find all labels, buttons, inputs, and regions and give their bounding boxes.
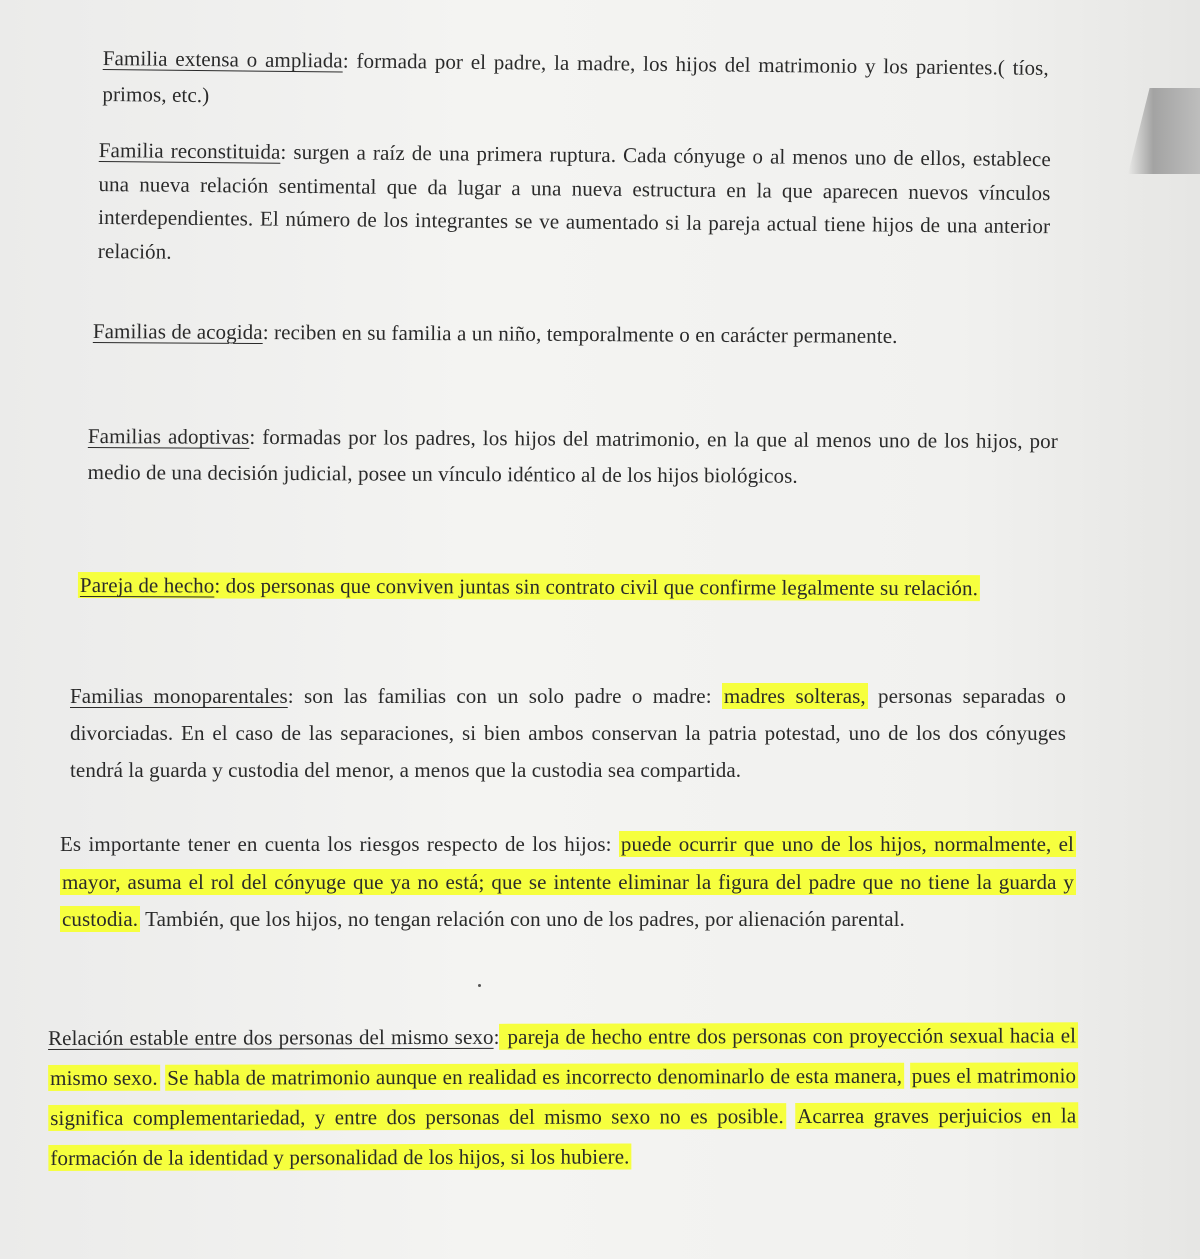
definition-familias-acogida: : reciben en su familia a un niño, temporalmente o en carácter permanente. (262, 320, 898, 348)
definition-familia-extensa: : formada por el padre, la madre, los hijos del matrimonio y los parientes.( tíos, primos, etc.) (102, 48, 1049, 108)
paragraph-familias-monoparentales (70, 678, 1066, 789)
term-mismo-sexo: Relación estable entre dos personas del mismo sexo (48, 1024, 494, 1050)
term-pareja-de-hecho: Pareja de hecho (79, 573, 215, 598)
riesgos-outro: También, que los hijos, no tengan relación con uno de los padres, por alienación parental. (140, 907, 905, 931)
highlight-madres-solteras: madres solteras, (723, 684, 866, 708)
highlight-pareja-de-hecho (78, 572, 980, 601)
speck (478, 984, 481, 987)
paragraph-mismo-sexo (48, 1015, 1078, 1178)
highlight-mismo-sexo-1: pareja de hecho entre dos personas con proyección sexual hacia el mismo sexo. (48, 1022, 1078, 1091)
term-familias-monoparentales: Familias monoparentales (70, 684, 288, 708)
highlight-riesgos: puede ocurrir que uno de los hijos, normalmente, el mayor, asuma el rol del cónyuge que ya no está; que se intente eliminar la figura del padre que no tiene la guarda y custodia. (62, 832, 1074, 931)
definition-familias-adoptivas: : formadas por los padres, los hijos del matrimonio, en la que al menos uno de los hijos, por medio de una decisión judicial, posee un vínculo idéntico al de los hijos biológicos. (87, 424, 1058, 488)
highlight-mismo-sexo-2: Se habla de matrimonio aunque en realidad es incorrecto denominarlo de esta manera, (165, 1063, 904, 1091)
paragraph-riesgos (60, 826, 1076, 939)
riesgos-intro: Es importante tener en cuenta los riesgos respecto de los hijos: (60, 832, 619, 856)
definition-familia-reconstituida: : surgen a raíz de una primera ruptura. Cada cónyuge o al menos uno de ellos, establece una nueva relación sentimental que da lugar a una nueva estructura en la que aparecen nuevos vínculos interdependientes. El número de los integrantes se ve aumentado si la pareja actual tiene hijos de una anterior relación. (97, 139, 1051, 264)
term-familia-reconstituida: Familia reconstituida (98, 137, 281, 164)
definition-monoparentales-part1: : son las familias con un solo padre o madre: (287, 684, 722, 708)
definition-monoparentales-part2: personas separadas o divorciadas. En el caso de las separaciones, si bien ambos conservan la patria potestad, uno de los dos cónyuges tendrá la guarda y custodia del menor, a menos que la custodia sea compartida. (70, 684, 1066, 782)
highlight-mismo-sexo-4: Acarrea graves perjuicios en la formación de la identidad y personalidad de los hijos, si los hubiere. (48, 1102, 1078, 1171)
paragraph-familia-reconstituida (98, 134, 1051, 277)
paragraph-familia-extensa (102, 40, 1049, 122)
term-familias-adoptivas: Familias adoptivas (87, 423, 250, 449)
page-edge-shadow (1128, 88, 1200, 174)
paragraph-familias-acogida (93, 313, 1055, 355)
highlight-mismo-sexo-3: pues el matrimonio significa complementariedad, y entre dos personas del mismo sexo no es posible. (48, 1062, 1078, 1131)
paragraph-familias-adoptivas (88, 418, 1058, 495)
paragraph-pareja-de-hecho (78, 566, 1063, 607)
definition-pareja-de-hecho: : dos personas que conviven juntas sin contrato civil que confirme legalmente su relación. (214, 573, 979, 601)
term-familia-extensa: Familia extensa o ampliada (102, 45, 343, 73)
term-familias-acogida: Familias de acogida (92, 318, 263, 345)
colon-mismo-sexo: : (493, 1024, 500, 1049)
